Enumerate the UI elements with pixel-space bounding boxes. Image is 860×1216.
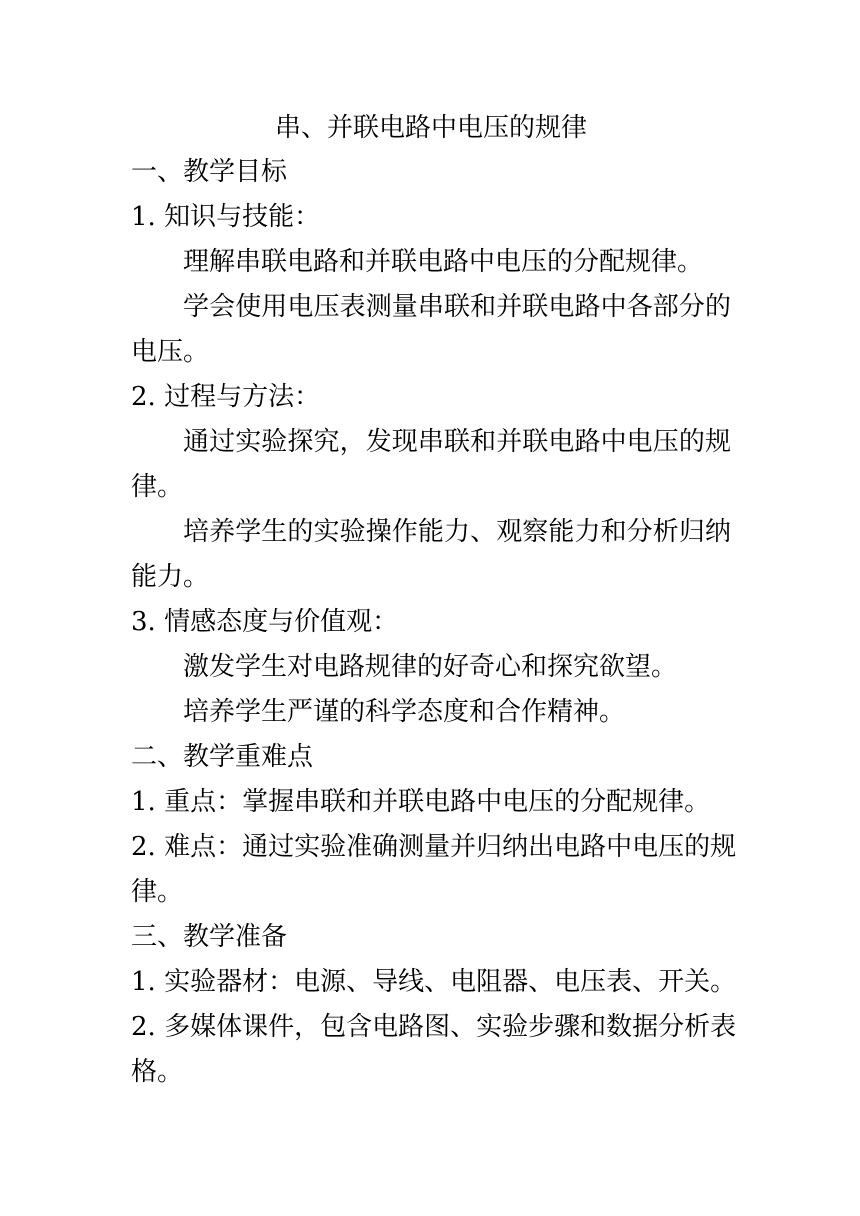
document-title: 串、并联电路中电压的规律 (274, 113, 587, 143)
paragraph-line: 律。 (131, 472, 184, 502)
paragraph-line: 培养学生的实验操作能力、观察能力和分析归纳 (183, 517, 731, 547)
paragraph-line: 格。 (131, 1057, 184, 1087)
section-heading-key-points: 二、教学重难点 (131, 742, 314, 772)
subheading-attitudes-values: 3. 情感态度与价值观： (131, 607, 399, 637)
paragraph-line: 2. 难点：通过实验准确测量并归纳出电路中电压的规 (131, 832, 737, 862)
paragraph-line: 学会使用电压表测量串联和并联电路中各部分的 (183, 292, 731, 322)
paragraph-scientific-attitude: 培养学生严谨的科学态度和合作精神。 (183, 697, 626, 727)
section-heading-preparation: 三、教学准备 (131, 922, 288, 952)
list-item-equipment: 1. 实验器材：电源、导线、电阻器、电压表、开关。 (131, 967, 737, 997)
paragraph-voltmeter-usage (131, 285, 731, 375)
paragraph-understand-voltage-rules: 理解串联电路和并联电路中电压的分配规律。 (183, 247, 704, 277)
paragraph-line: 电压。 (131, 337, 210, 367)
paragraph-experiment-inquiry (131, 420, 731, 510)
paragraph-line: 律。 (131, 877, 184, 907)
subheading-process-methods: 2. 过程与方法： (131, 382, 321, 412)
document-page (131, 107, 737, 1095)
list-item-key-point: 1. 重点：掌握串联和并联电路中电压的分配规律。 (131, 787, 711, 817)
list-item-multimedia (131, 1005, 737, 1095)
paragraph-inspire-curiosity: 激发学生对电路规律的好奇心和探究欲望。 (183, 652, 678, 682)
paragraph-line: 2. 多媒体课件，包含电路图、实验步骤和数据分析表 (131, 1012, 737, 1042)
subheading-knowledge-skills: 1. 知识与技能： (131, 202, 321, 232)
section-heading-teaching-goals: 一、教学目标 (131, 157, 288, 187)
paragraph-line: 能力。 (131, 562, 210, 592)
paragraph-cultivate-abilities (131, 510, 731, 600)
paragraph-line: 通过实验探究，发现串联和并联电路中电压的规 (183, 427, 731, 457)
list-item-difficult-point (131, 825, 737, 915)
